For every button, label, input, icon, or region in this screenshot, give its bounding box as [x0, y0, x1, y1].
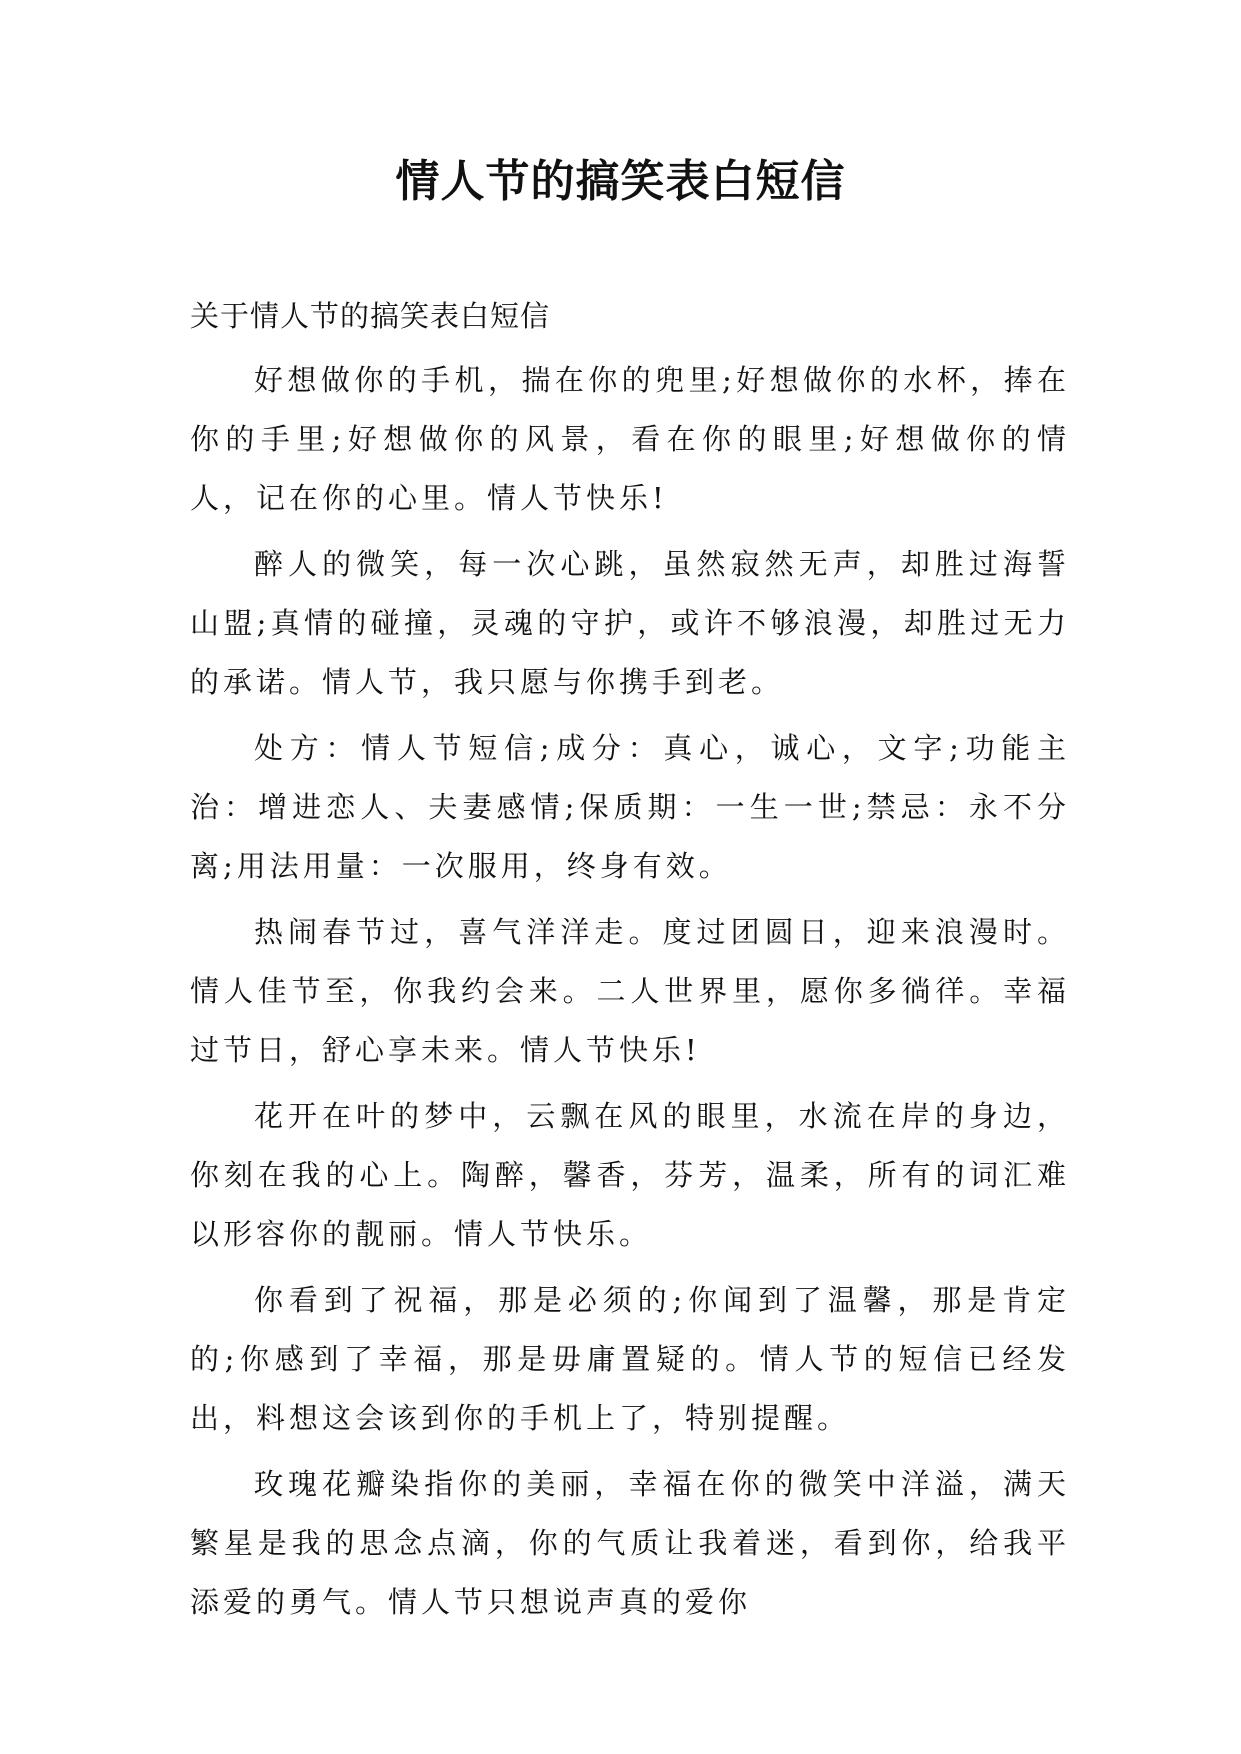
paragraph: 醉人的微笑，每一次心跳，虽然寂然无声，却胜过海誓山盟;真情的碰撞，灵魂的守护，或许不够浪漫，却胜过无力的承诺。情人节，我只愿与你携手到老。: [190, 547, 1070, 699]
paragraph: 处方：情人节短信;成分：真心，诚心，文字;功能主治：增进恋人、夫妻感情;保质期：一生一世;禁忌：永不分离;用法用量：一次服用，终身有效。: [190, 731, 1070, 883]
paragraph: 热闹春节过，喜气洋洋走。度过团圆日，迎来浪漫时。情人佳节至，你我约会来。二人世界里，愿你多徜徉。幸福过节日，舒心享未来。情人节快乐!: [190, 915, 1070, 1067]
document-body: [190, 288, 1070, 1632]
paragraph: 好想做你的手机，揣在你的兜里;好想做你的水杯，捧在你的手里;好想做你的风景，看在你的眼里;好想做你的情人，记在你的心里。情人节快乐!: [190, 363, 1070, 515]
paragraph: 你看到了祝福，那是必须的;你闻到了温馨，那是肯定的;你感到了幸福，那是毋庸置疑的。情人节的短信已经发出，料想这会该到你的手机上了，特别提醒。: [190, 1283, 1070, 1435]
paragraph: 玫瑰花瓣染指你的美丽，幸福在你的微笑中洋溢，满天繁星是我的思念点滴，你的气质让我着迷，看到你，给我平添爱的勇气。情人节只想说声真的爱你: [190, 1467, 1070, 1619]
document-subtitle: 关于情人节的搞笑表白短信: [190, 299, 551, 333]
paragraph: 花开在叶的梦中，云飘在风的眼里，水流在岸的身边，你刻在我的心上。陶醉，馨香，芬芳，温柔，所有的词汇难以形容你的靓丽。情人节快乐。: [190, 1099, 1070, 1251]
document-title: 情人节的搞笑表白短信: [395, 156, 846, 207]
